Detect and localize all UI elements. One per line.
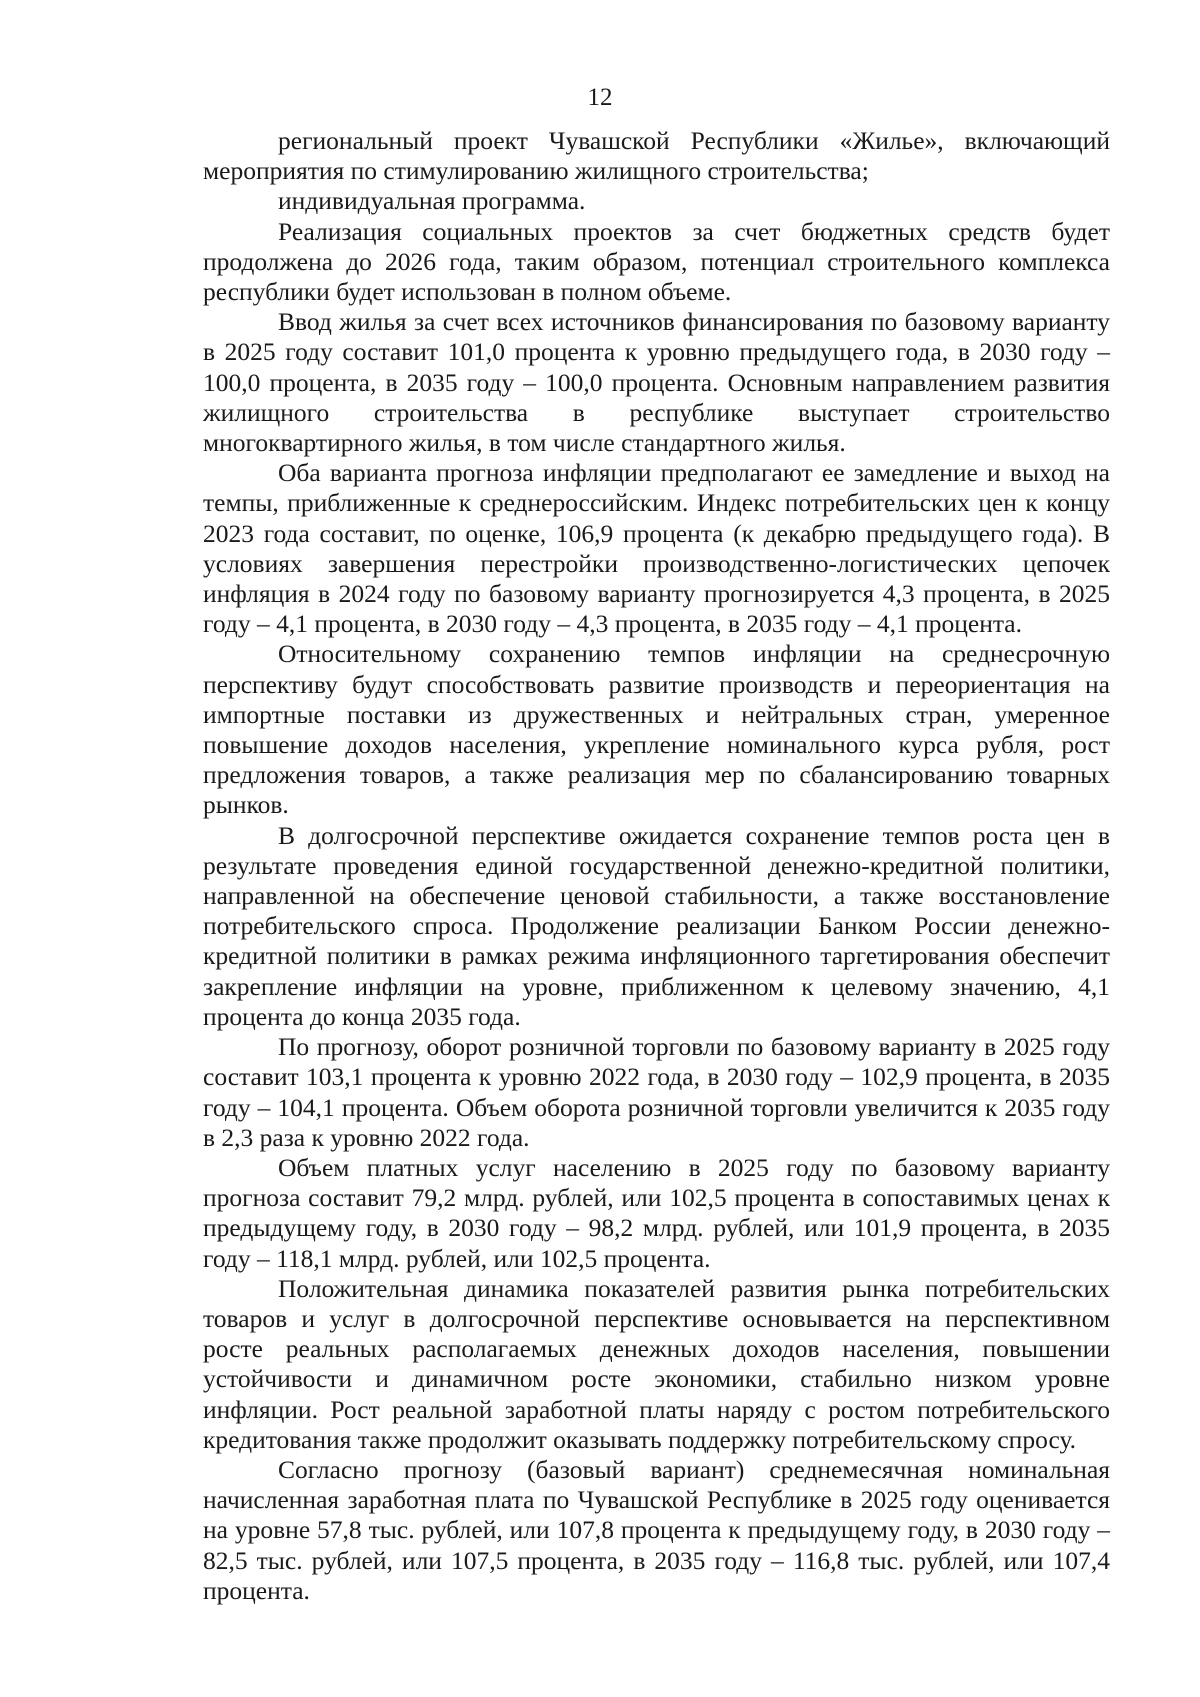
paragraph-paid-services: Объем платных услуг населению в 2025 году по базовому варианту прогноза составит 79,2 млрд. рублей, или 102,5 процента в сопоставимых ценах к предыдущему году, в 2030 году – 98,2 млрд. рублей, или 101,9 процента, в 2035 году – 118,1 млрд. рублей, или 102,5 процента. — [203, 1152, 1110, 1273]
document-body — [203, 126, 1110, 1606]
paragraph-inflation-factors: Относительному сохранению темпов инфляции на среднесрочную перспективу будут способствовать развитие производств и переориентация на импортные поставки из дружественных и нейтральных стран, умеренное повышение доходов населения, укрепление номинального курса рубля, рост предложения товаров, а также реализация мер по сбалансированию товарных рынков. — [203, 639, 1110, 820]
paragraph-retail-turnover: По прогнозу, оборот розничной торговли по базовому варианту в 2025 году составит 103,1 процента к уровню 2022 года, в 2030 году – 102,9 процента, в 2035 году – 104,1 процента. Объем оборота розничной торговли увеличится к 2035 году в 2,3 раза к уровню 2022 года. — [203, 1032, 1110, 1152]
paragraph-consumer-market: Положительная динамика показателей развития рынка потребительских товаров и услуг в долгосрочной перспективе основывается на перспективном росте реальных располагаемых денежных доходов населения, повышении устойчивости и динамичном росте экономики, стабильно низком уровне инфляции. Рост реальной заработной платы наряду с ростом потребительского кредитования также продолжит оказывать поддержку потребительскому спросу. — [203, 1273, 1110, 1454]
paragraph-long-term-prices: В долгосрочной перспективе ожидается сохранение темпов роста цен в результате проведения единой государственной денежно-кредитной политики, направленной на обеспечение ценовой стабильности, а также восстановление потребительского спроса. Продолжение реализации Банком России денежно-кредитной политики в рамках режима инфляционного таргетирования обеспечит закрепление инфляции на уровне, приближенном к целевому значению, 4,1 процента до конца 2035 года. — [203, 820, 1110, 1031]
paragraph-social-projects: Реализация социальных проектов за счет бюджетных средств будет продолжена до 2026 года, таким образом, потенциал строительного комплекса республики будет использован в полном объеме. — [203, 216, 1110, 307]
page-number: 12 — [587, 84, 613, 111]
paragraph-regional-project: региональный проект Чувашской Республики «Жилье», включающий мероприятия по стимулированию жилищного строительства; — [203, 126, 1110, 186]
paragraph-housing-commissioning: Ввод жилья за счет всех источников финансирования по базовому варианту в 2025 году составит 101,0 процента к уровню предыдущего года, в 2030 году – 100,0 процента, в 2035 году – 100,0 процента. Основным направлением развития жилищного строительства в республике выступает строительство многоквартирного жилья, в том числе стандартного жилья. — [203, 307, 1110, 458]
paragraph-individual-program: индивидуальная программа. — [278, 186, 586, 216]
paragraph-wages: Согласно прогнозу (базовый вариант) среднемесячная номинальная начисленная заработная плата по Чувашской Республике в 2025 году оценивается на уровне 57,8 тыс. рублей, или 107,8 процента к предыдущему году, в 2030 году – 82,5 тыс. рублей, или 107,5 процента, в 2035 году – 116,8 тыс. рублей, или 107,4 процента. — [203, 1454, 1110, 1605]
paragraph-inflation-forecast: Оба варианта прогноза инфляции предполагают ее замедление и выход на темпы, приближенные к среднероссийским. Индекс потребительских цен к концу 2023 года составит, по оценке, 106,9 процента (к декабрю предыдущего года). В условиях завершения перестройки производственно-логистических цепочек инфляция в 2024 году по базовому варианту прогнозируется 4,3 процента, в 2025 году – 4,1 процента, в 2030 году – 4,3 процента, в 2035 году – 4,1 процента. — [203, 458, 1110, 639]
